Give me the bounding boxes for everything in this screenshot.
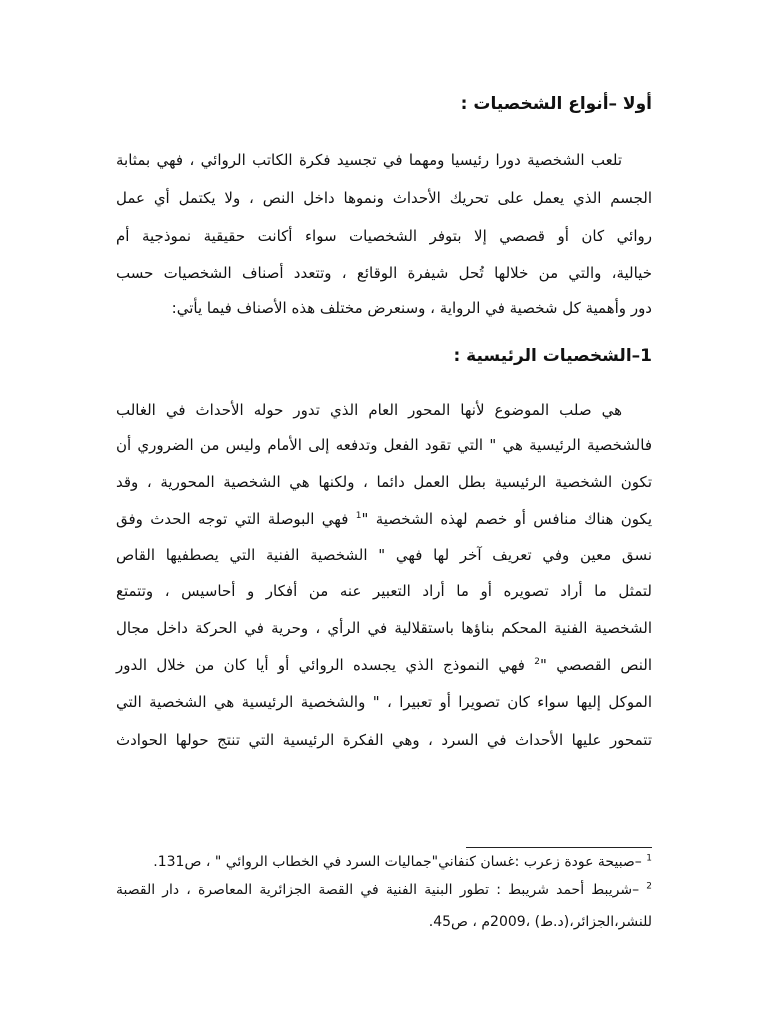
- subsection-heading-main-characters: 1–الشخصيات الرئيسية :: [453, 346, 652, 366]
- line-text: النص القصصي ": [539, 656, 652, 674]
- paragraph-line: خيالية، والتي من خلالها تُحل شيفرة الوقائع ، وتتعدد أصناف الشخصيات حسب: [116, 264, 652, 282]
- footnote-2: [116, 880, 652, 900]
- paragraph-line: تلعب الشخصية دورا رئيسيا ومهما في تجسيد فكرة الكاتب الروائي ، فهي بمثابة: [116, 151, 622, 169]
- paragraph-line: تكون الشخصية الرئيسية بطل العمل دائما ، ولكنها هي الشخصية المحورية ، وقد: [116, 473, 652, 491]
- footnote-number: 2: [646, 881, 652, 892]
- footnote-number: 1: [646, 853, 652, 864]
- paragraph-line: فالشخصية الرئيسية هي " التي تقود الفعل وتدفعه إلى الأمام وليس من الضروري أن: [116, 436, 652, 454]
- footnote-text: –صبيحة عودة زعرب :غسان كنفاني"جماليات السرد في الخطاب الروائي " ، ص131.: [153, 854, 647, 870]
- paragraph-line: روائي كان أو قصصي إلا بتوفر الشخصيات سواء أكانت حقيقية نموذجية أم: [116, 227, 652, 245]
- paragraph-line: [116, 654, 652, 676]
- paragraph-line: الجسم الذي يعمل على تحريك الأحداث ونموها داخل النص ، ولا يكتمل أي عمل: [116, 189, 652, 207]
- paragraph-line: تتمحور عليها الأحداث في السرد ، وهي الفكرة الرئيسية التي تنتج حولها الحوادث: [116, 731, 652, 749]
- paragraph-line: [116, 508, 652, 530]
- footnote-text: –شريبط أحمد شريبط : تطور البنية الفنية في القصة الجزائرية المعاصرة ، دار القصبة: [116, 882, 647, 898]
- footnote-1: [153, 852, 652, 872]
- paragraph-line: نسق معين وفي تعريف آخر لها فهي " الشخصية الفنية التي يصطفيها القاص: [116, 546, 652, 564]
- footnote-ref-1[interactable]: 1: [355, 511, 362, 521]
- footnote-separator: [466, 847, 652, 848]
- paragraph-line: هي صلب الموضوع لأنها المحور العام الذي تدور حوله الأحداث في الغالب: [116, 401, 622, 419]
- paragraph-line: لتمثل ما أراد تصويره أو ما أراد التعبير عنه من أفكار و أحاسيس ، وتتمتع: [116, 582, 652, 600]
- footnote-2-continuation: للنشر،الجزائر،(د.ط) ،2009م ، ص45.: [428, 914, 652, 930]
- footnote-ref-2[interactable]: 2: [534, 657, 540, 667]
- section-heading-types-of-characters: أولا –أنواع الشخصيات :: [460, 94, 652, 114]
- paragraph-line: دور وأهمية كل شخصية في الرواية ، وسنعرض مختلف هذه الأصناف فيما يأتي:: [171, 299, 652, 317]
- paragraph-line: الموكل إليها سواء كان تصويرا أو تعبيرا ، " والشخصية الرئيسية هي الشخصية التي: [116, 693, 652, 711]
- paragraph-line: الشخصية الفنية المحكم بناؤها باستقلالية في الرأي ، وحرية في الحركة داخل مجال: [116, 619, 652, 637]
- line-text: يكون هناك منافس أو خصم لهذه الشخصية ": [361, 510, 652, 528]
- line-text: فهي البوصلة التي توجه الحدث وفق: [116, 510, 356, 528]
- line-text: فهي النموذج الذي يجسده الروائي أو أيا كان من خلال الدور: [116, 656, 535, 674]
